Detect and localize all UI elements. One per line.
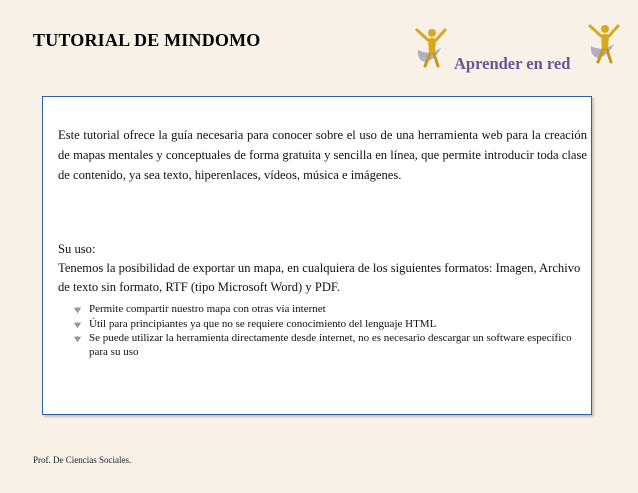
arrow-bullet-icon	[73, 335, 82, 344]
usage-heading: Su uso:	[58, 242, 96, 256]
content-box	[42, 96, 592, 415]
brand-title: Aprender en red	[454, 54, 571, 73]
arrow-bullet-icon	[73, 321, 82, 330]
intro-paragraph: Este tutorial ofrece la guía necesaria para conocer sobre el uso de una herramienta web para la creación de mapas mentales y conceptuales de forma gratuita y sencilla en línea, que permite introducir toda clase de contenido, ya sea texto, hiperenlaces, vídeos, música e imágenes.	[58, 128, 587, 182]
list-item	[65, 332, 580, 359]
logo-figure-icon	[411, 26, 449, 70]
feature-list	[65, 303, 580, 360]
list-item-text: Permite compartir nuestro mapa con otras vía internet	[89, 303, 326, 315]
usage-paragraph: Tenemos la posibilidad de exportar un mapa, en cualquiera de los siguientes formatos: Imagen, Archivo de texto sin formato, RTF (tipo Microsoft Word) y PDF.	[58, 261, 581, 294]
page-title: TUTORIAL DE MINDOMO	[33, 30, 261, 50]
arrow-bullet-icon	[73, 306, 82, 315]
list-item-text: Útil para principiantes ya que no se requiere conocimiento del lenguaje HTML	[89, 317, 437, 330]
logo-figure-icon	[584, 22, 622, 66]
list-item-text: Se puede utilizar la herramienta directamente desde internet, no es necesario descargar un software específico para su uso	[89, 332, 572, 358]
list-item	[65, 303, 580, 317]
list-item	[65, 318, 580, 332]
footer-text: Prof. De Ciencias Sociales.	[33, 455, 132, 465]
